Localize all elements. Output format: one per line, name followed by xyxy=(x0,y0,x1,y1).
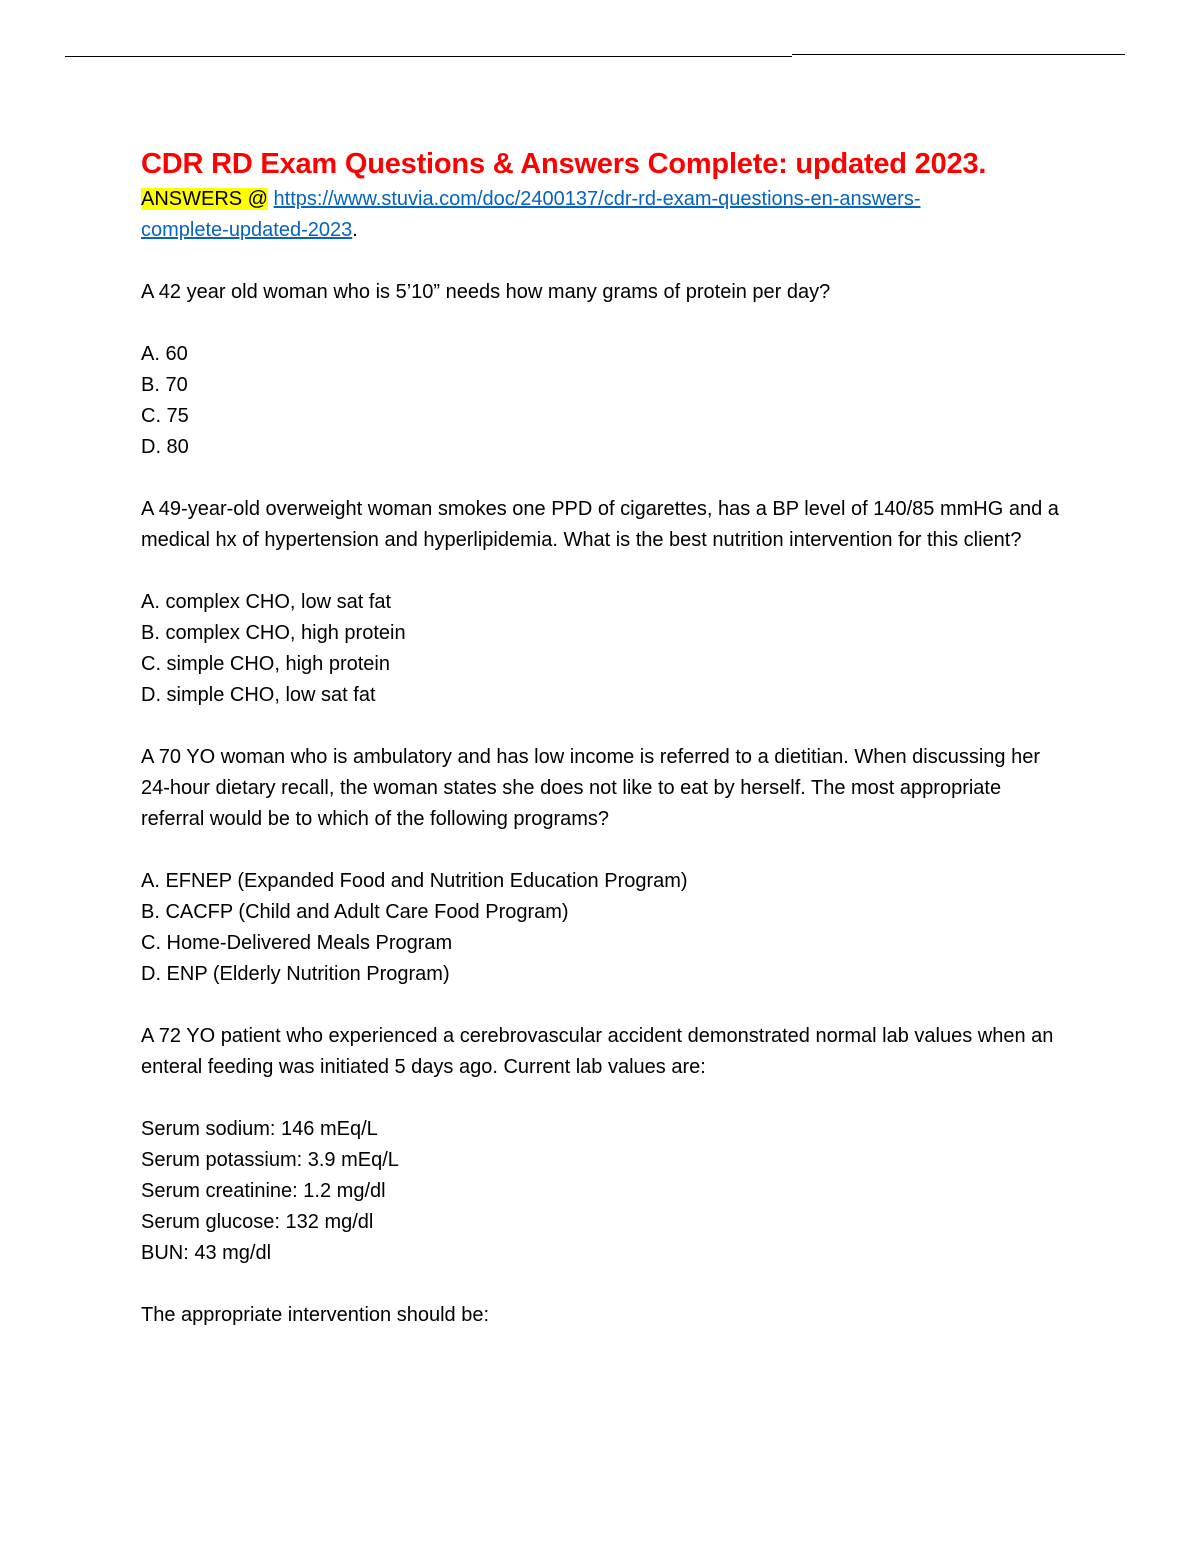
question-2-stem: A 49-year-old overweight woman smokes one PPD of cigarettes, has a BP level of 140/85 mmHG and a medical hx of hypertension and hyperlipidemia. What is the best nutrition intervention for this client? xyxy=(141,498,1059,551)
document-title: CDR RD Exam Questions & Answers Complete: updated 2023. xyxy=(141,148,987,180)
answers-suffix: . xyxy=(352,219,358,241)
option: A. complex CHO, low sat fat xyxy=(141,591,392,613)
answers-link[interactable]: https://www.stuvia.com/doc/2400137/cdr-rd-exam-questions-en-answers- complete-updated-2023 xyxy=(141,188,921,241)
question-1-stem: A 42 year old woman who is 5’10” needs how many grams of protein per day? xyxy=(141,281,831,303)
lab-value: Serum creatinine: 1.2 mg/dl xyxy=(141,1180,386,1202)
lab-value: BUN: 43 mg/dl xyxy=(141,1242,272,1264)
lab-value: Serum sodium: 146 mEq/L xyxy=(141,1118,378,1140)
option: C. Home-Delivered Meals Program xyxy=(141,932,453,954)
question-4-stem: A 72 YO patient who experienced a cerebrovascular accident demonstrated normal lab values when an enteral feeding was initiated 5 days ago. Current lab values are: xyxy=(141,1025,1054,1078)
answers-label: ANSWERS @ xyxy=(141,188,268,210)
option: B. 70 xyxy=(141,374,188,396)
document-body xyxy=(141,144,1061,1331)
option: D. simple CHO, low sat fat xyxy=(141,684,376,706)
question-2-options xyxy=(141,587,1061,711)
lab-value: Serum potassium: 3.9 mEq/L xyxy=(141,1149,399,1171)
lab-value: Serum glucose: 132 mg/dl xyxy=(141,1211,374,1233)
option: D. ENP (Elderly Nutrition Program) xyxy=(141,963,450,985)
option: A. EFNEP (Expanded Food and Nutrition Education Program) xyxy=(141,870,688,892)
option: A. 60 xyxy=(141,343,188,365)
option: D. 80 xyxy=(141,436,189,458)
option: C. 75 xyxy=(141,405,189,427)
question-4-closing: The appropriate intervention should be: xyxy=(141,1304,490,1326)
header-rule-right xyxy=(792,54,1125,55)
answers-line xyxy=(141,184,1061,246)
option: B. complex CHO, high protein xyxy=(141,622,406,644)
question-3-options xyxy=(141,866,1061,990)
question-3-stem: A 70 YO woman who is ambulatory and has low income is referred to a dietitian. When discussing her 24-hour dietary recall, the woman states she does not like to eat by herself. The most appropriate referral would be to which of the following programs? xyxy=(141,746,1040,830)
question-1-options xyxy=(141,339,1061,463)
option: C. simple CHO, high protein xyxy=(141,653,390,675)
option: B. CACFP (Child and Adult Care Food Program) xyxy=(141,901,569,923)
header-rule-left xyxy=(65,56,792,57)
lab-values-list xyxy=(141,1114,1061,1269)
